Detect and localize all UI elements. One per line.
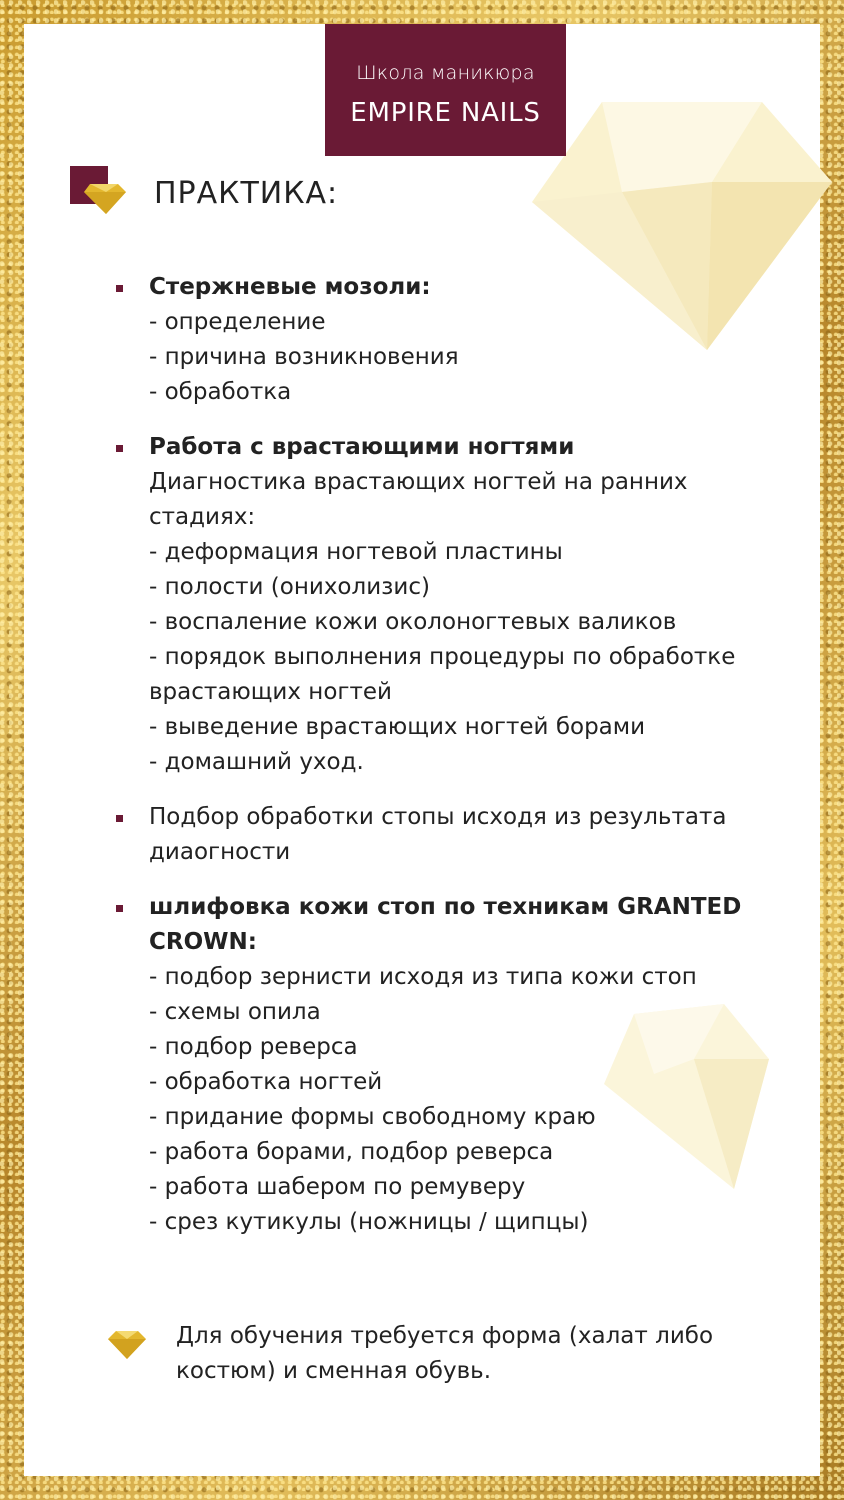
brand-name: EMPIRE NAILS: [350, 98, 541, 128]
brand-subtitle: Школа маникюра: [356, 62, 535, 84]
list-item-heading: Работа с врастающими ногтями: [149, 434, 575, 460]
list-item-heading: шлифовка кожи стоп по техникам GRANTED CROWN:: [149, 894, 742, 955]
list-item-line: Подбор обработки стопы исходя из результата диаогности: [149, 804, 727, 865]
bullet-marker: [116, 905, 123, 912]
list-item-line: - причина возникновения: [149, 344, 459, 370]
list-item: [116, 430, 756, 780]
list-item-line: - работа шабером по ремуверу: [149, 1174, 526, 1200]
note-text: Для обучения требуется форма (халат либо костюм) и сменная обувь.: [176, 1323, 714, 1384]
list-item-line: - придание формы свободному краю: [149, 1104, 596, 1130]
list-item-line: - деформация ногтевой пластины: [149, 539, 563, 565]
list-item: [116, 800, 756, 870]
list-item-line: - обработка ногтей: [149, 1069, 383, 1095]
section-title: ПРАКТИКА:: [154, 176, 339, 211]
list-item-line: - схемы опила: [149, 999, 321, 1025]
bullet-marker: [116, 445, 123, 452]
list-item-heading: Стержневые мозоли:: [149, 274, 431, 300]
list-item-line: - работа борами, подбор реверса: [149, 1139, 554, 1165]
content-card: [24, 24, 820, 1476]
list-item-line: - подбор реверса: [149, 1034, 358, 1060]
list-item-line: - срез кутикулы (ножницы / щипцы): [149, 1209, 589, 1235]
list-item-line: - определение: [149, 309, 326, 335]
list-item: [116, 890, 756, 1240]
list-item-line: - выведение врастающих ногтей борами: [149, 714, 646, 740]
list-item-line: Диагностика врастающих ногтей на ранних стадиях:: [149, 469, 688, 530]
list-item-line: - порядок выполнения процедуры по обработке врастающих ногтей: [149, 644, 736, 705]
list-item-line: - полости (онихолизис): [149, 574, 430, 600]
list-item-line: - подбор зернисти исходя из типа кожи стоп: [149, 964, 697, 990]
note-diamond-icon: [108, 1329, 146, 1359]
list-item-line: - воспаление кожи околоногтевых валиков: [149, 609, 677, 635]
list-item-line: - обработка: [149, 379, 292, 405]
brand-banner: [325, 24, 566, 156]
bullet-marker: [116, 285, 123, 292]
practice-list: [116, 270, 756, 1240]
section-diamond-icon: [70, 166, 130, 216]
bullet-marker: [116, 815, 123, 822]
list-item: [116, 270, 756, 410]
list-item-line: - домашний уход.: [149, 749, 364, 775]
